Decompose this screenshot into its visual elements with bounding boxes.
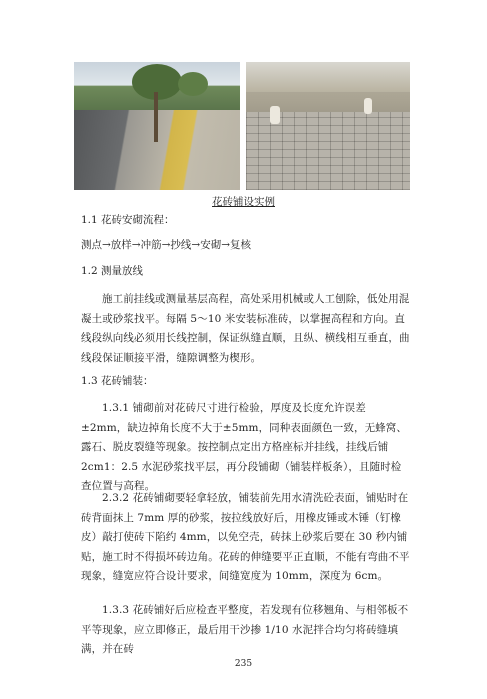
section-heading-1-1: 1.1 花砖安砌流程： <box>81 214 175 226</box>
section-heading-1-3: 1.3 花砖铺装： <box>81 375 154 387</box>
tree-trunk <box>154 92 158 142</box>
tree-foliage <box>178 72 208 96</box>
right-photo <box>246 62 410 190</box>
worker-figure <box>270 106 280 124</box>
figure-caption: 花砖铺设实例 <box>212 196 275 208</box>
paragraph-2-3-2: 2.3.2 花砖铺砌要轻拿轻放，铺装前先用水清洗砼表面，铺贴时在砖背面抹上 7mm 厚的砂浆，按拉线放好后，用橡皮锤或木锤（钉橡皮）敲打使砖下陷约 4mm，以免空壳，砖抹上砂浆后要在 30 秒内铺贴，施工时不得损坏砖边角。花砖的伸缝要平正直顺，不能有弯曲不平现象，缝宽应符合设计要求，间缝宽度为 10mm，深度为 6cm。 <box>81 492 410 583</box>
worker-figure <box>364 98 372 114</box>
photo-figure <box>74 62 410 190</box>
paver-surface <box>246 112 410 190</box>
process-flow: 测点→放样→冲筋→抄线→安砌→复核 <box>81 239 251 251</box>
left-photo <box>74 62 240 190</box>
section-heading-1-2: 1.2 测量放线 <box>81 265 144 277</box>
paragraph-1-3-3: 1.3.3 花砖铺好后应检查平整度，若发现有位移翘角、与相邻板不平等现象，应立即修正，最后用干沙掺 1/10 水泥拌合均匀将砖缝填满，并在砖 <box>81 604 409 656</box>
page-number: 235 <box>234 659 253 669</box>
paragraph-1-3-1: 1.3.1 铺砌前对花砖尺寸进行检验，厚度及长度允许误差±2mm，缺边掉角长度不大于±5mm，同种表面颜色一致，无蜂窝、露石、脱皮裂缝等现象。按控制点定出方格座标并挂线，挂线后铺 2cm1：2.5 水泥砂浆找平层，再分段铺砌（铺装样板条），且随时检查位置与高程。 <box>81 402 407 493</box>
paragraph-measurement: 施工前挂线或测量基层高程，高处采用机械或人工刨除，低处用混凝土或砂浆找平。每隔 5～10 米安装标准砖，以掌握高程和方向。直线段纵向线必须用长线控制，保证纵缝直顺，且纵、横线相互垂直，曲线段保证顺接平滑，缝隙调整为楔形。 <box>81 293 410 364</box>
background-site <box>246 62 410 92</box>
